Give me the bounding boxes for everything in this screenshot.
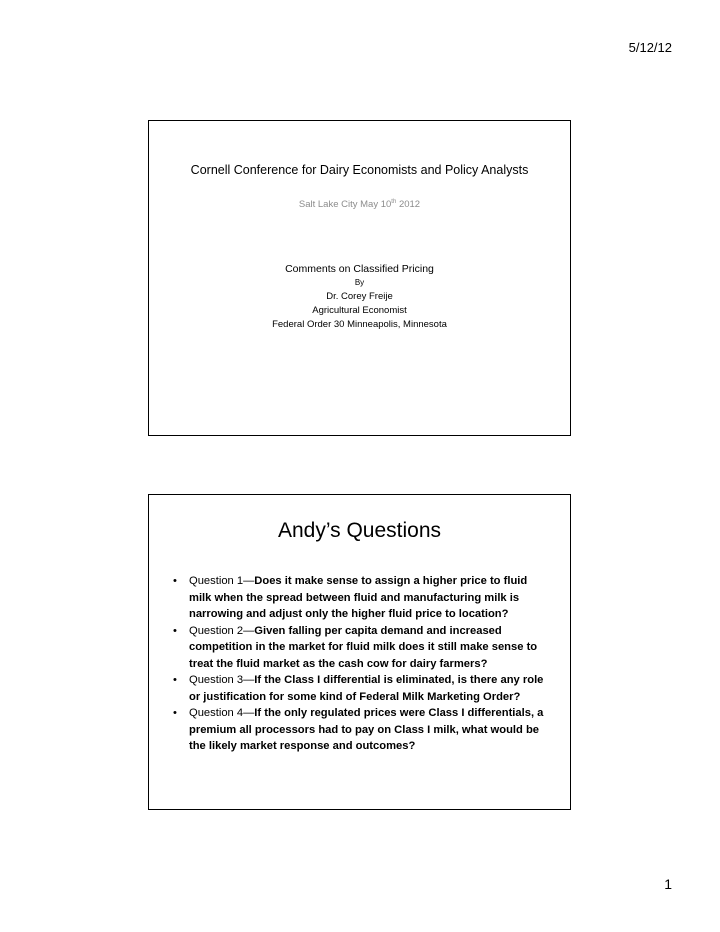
bullet: • [173,624,177,637]
list-item [173,672,551,705]
question-label: Question 2— [189,624,255,637]
slide-heading: Andy’s Questions [277,519,442,542]
slide-title [148,120,571,436]
page-number: 1 [664,876,672,892]
bullet: • [173,707,177,719]
talk-title: Comments on Classified Pricing [285,263,434,275]
question-text: If the Class I differential is eliminated, is there any role or justification for some kind of Federal Milk Marketing Order? [189,674,544,703]
bullet: • [173,575,177,587]
list-item [173,573,551,623]
question-text: Given falling per capita demand and increased competition in the market for fluid milk does it still make sense to treat the fluid market as the cash cow for dairy farmers? [189,624,538,670]
author-name: Dr. Corey Freije [326,291,393,302]
question-label: Question 4— [189,707,255,719]
slide-questions [148,494,571,810]
presenter-block [149,262,570,332]
author-affiliation: Federal Order 30 Minneapolis, Minnesota [272,319,447,330]
question-label: Question 3— [189,674,255,686]
question-text: Does it make sense to assign a higher price to fluid milk when the spread between fluid and manufacturing milk is narrowing and adjust only the higher fluid price to location? [189,575,528,620]
list-item [173,623,551,673]
conference-location-date: Salt Lake City May 10th 2012 [298,199,421,211]
page-date: 5/12/12 [628,40,672,55]
list-item [173,705,551,755]
question-text: If the only regulated prices were Class I differentials, a premium all processors had to pay on Class I milk, what would be the likely market response and outcomes? [189,707,544,752]
question-label: Question 1— [189,575,255,587]
bullet: • [173,674,177,686]
by-label: By [354,278,365,287]
question-list [173,573,551,755]
author-role: Agricultural Economist [312,305,407,316]
conference-title: Cornell Conference for Dairy Economists and Policy Analysts [190,163,529,177]
